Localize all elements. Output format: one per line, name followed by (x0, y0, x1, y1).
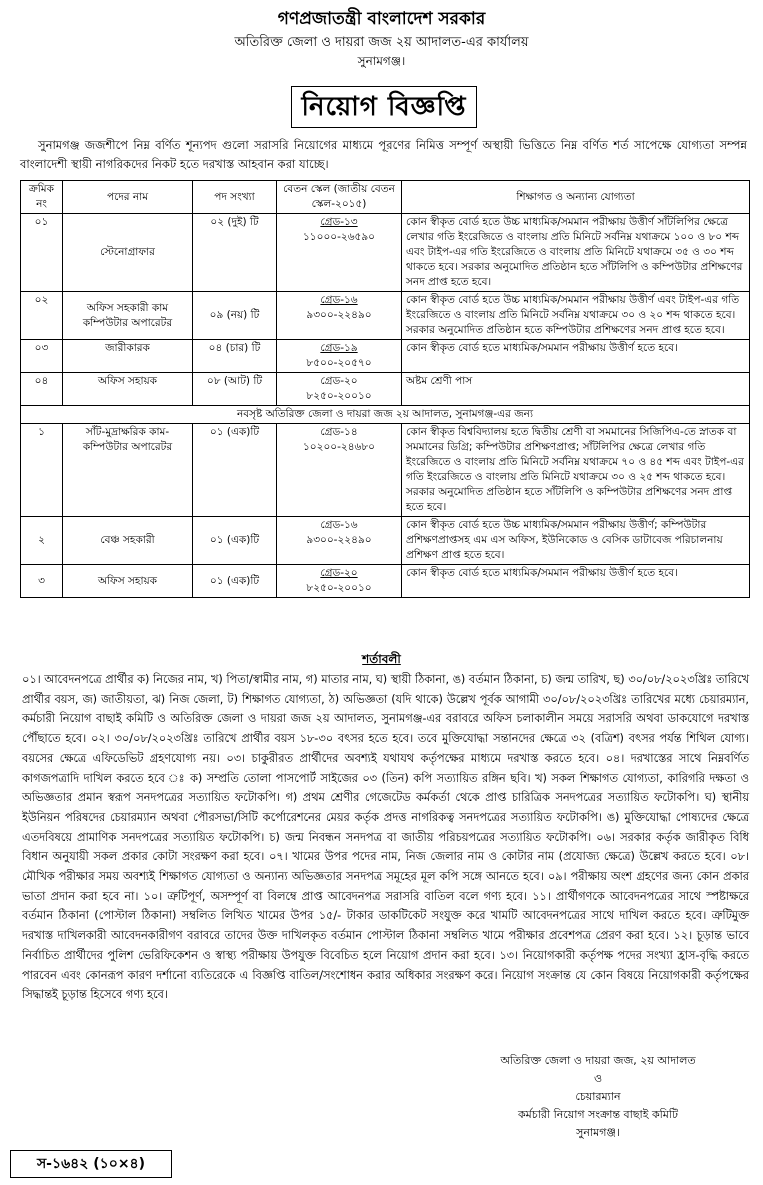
row-pay: ৮২৫০-২০০১০ (306, 390, 372, 402)
place-name: সুনামগঞ্জ। (357, 54, 406, 68)
terms-title: শর্তাবলী (362, 652, 401, 666)
section-title: নবসৃষ্ট অতিরিক্ত জেলা ও দায়রা জজ ২য় আদালত, সুনামগঞ্জ-এর জন্য (21, 406, 750, 424)
table-row (21, 292, 750, 340)
row-post: বেঞ্চ সহকারী (63, 517, 193, 565)
row-grade: গ্রেড-১৯ (320, 342, 358, 354)
row-count: ০১ (এক)টি (193, 424, 277, 517)
signature-line: চেয়ারম্যান (575, 1090, 621, 1103)
header-count: পদ সংখ্যা (193, 181, 277, 214)
row-serial: ২ (21, 517, 63, 565)
row-qualification: অষ্টম শ্রেণী পাস (402, 373, 750, 406)
row-post: জারীকারক (63, 340, 193, 373)
office-title: অতিরিক্ত জেলা ও দায়রা জজ ২য় আদালত-এর কার্যালয় (234, 35, 529, 50)
signature-line: ও (593, 1072, 603, 1085)
row-qualification: কোন স্বীকৃত বিশ্ববিদ্যালয় হতে দ্বিতীয় শ্রেণী বা সমমানের সিজিপিএ-তে স্নাতক বা সমমানের ডিগ্রি; কম্পিউটার প্রশিক্ষণপ্রাপ্ত; সাঁটলিপির ক্ষেত্রে লেখার গতি ইংরেজিতে ও বাংলায় প্রতি মিনিটে সর্বনিম্ন যথাক্রমে ৭০ ও ৪৫ শব্দ এবং টাইপ-এর গতি ইংরেজিতে ও বাংলায় প্রতি মিনিটে যথাক্রমে ৩০ ও ২৫ শব্দ থাকতে হবে। সরকার অনুমোদিত প্রতিষ্ঠান হতে সাঁটলিপি ও কম্পিউটার প্রশিক্ষণের সনদ প্রাপ্ত হতে হবে। (402, 424, 750, 517)
table-row (21, 373, 750, 406)
section-row (21, 406, 750, 424)
signature-block (448, 1052, 748, 1142)
row-serial: ১ (21, 424, 63, 517)
header-scale: বেতন স্কেল (জাতীয় বেতন স্কেল-২০১৫) (277, 181, 402, 214)
row-grade: গ্রেড-২০ (320, 375, 358, 387)
row-pay: ১১০০০-২৬৫৯০ (302, 231, 375, 243)
table-header-row (21, 181, 750, 214)
row-scale (277, 517, 402, 565)
row-scale (277, 340, 402, 373)
row-post: অফিস সহায়ক (63, 373, 193, 406)
row-pay: ১০২০০-২৪৬৮০ (302, 441, 376, 453)
row-pay: ৮৫০০-২০৫৭০ (306, 357, 372, 369)
row-serial: ০৪ (21, 373, 63, 406)
row-pay: ৮২৫০-২০০১০ (306, 582, 372, 594)
row-scale (277, 292, 402, 340)
vacancy-table (20, 180, 750, 598)
row-grade: গ্রেড-১৩ (320, 216, 358, 228)
signature-line: সুনামগঞ্জ। (576, 1126, 620, 1139)
row-scale (277, 424, 402, 517)
table-row (21, 424, 750, 517)
row-qualification: কোন স্বীকৃত বোর্ড হতে উচ্চ মাধ্যমিক/সমমান পরীক্ষায় উত্তীর্ণ; কম্পিউটার প্রশিক্ষণপ্রাপ্তসহ এম এস অফিস, ইউনিকোড ও বেসিক ডাটাবেজ পরিচালনায় প্রশিক্ষণ প্রাপ্ত হতে হবে। (402, 517, 750, 565)
row-qualification: কোন স্বীকৃত বোর্ড হতে উচ্চ মাধ্যমিক/সমমান পরীক্ষায় উত্তীর্ণ সাঁটলিপির ক্ষেত্রে লেখার গতি ইংরেজিতে ও বাংলায় প্রতি মিনিটে সর্বনিম্ন যথাক্রমে ১০০ ও ৮০ শব্দ এবং টাইপ-এর গতি ইংরেজিতে ও বাংলায় প্রতি মিনিটে যথাক্রমে ৩৫ ও ৩০ শব্দ থাকতে হবে। সরকার অনুমোদিত প্রতিষ্ঠান হতে সাঁটলিপি ও কম্পিউটার প্রশিক্ষণের সনদ প্রাপ্ত হতে হবে। (402, 214, 750, 292)
header-serial: ক্রমিক নং (21, 181, 63, 214)
header-qualification: শিক্ষাগত ও অন্যান্য যোগ্যতা (402, 181, 750, 214)
row-qualification: কোন স্বীকৃত বোর্ড হতে উচ্চ মাধ্যমিক/সমমান পরীক্ষায় উত্তীর্ণ এবং টাইপ-এর গতি ইংরেজিতে ও বাংলায় প্রতি মিনিটে সর্বনিম্ন যথাক্রমে ৩০ ও ২০ শব্দ থাকতে হবে। সরকার অনুমোদিত প্রতিষ্ঠান হতে কম্পিউটার প্রশিক্ষণের সনদ প্রাপ্ত হতে হবে। (402, 292, 750, 340)
row-count: ০২ (দুই) টি (193, 214, 277, 292)
row-scale (277, 565, 402, 598)
row-serial: ০২ (21, 292, 63, 340)
row-pay: ৯৩০০-২২৪৯০ (306, 309, 372, 321)
table-row (21, 565, 750, 598)
notice-title: নিয়োগ বিজ্ঞপ্তি (291, 86, 477, 128)
row-count: ০৪ (চার) টি (193, 340, 277, 373)
row-pay: ৯৩০০-২২৪৯০ (306, 534, 372, 546)
row-count: ০৮ (আট) টি (193, 373, 277, 406)
row-qualification: কোন স্বীকৃত বোর্ড হতে মাধ্যমিক/সমমান পরীক্ষায় উত্তীর্ণ হতে হবে। (402, 565, 750, 598)
table-row (21, 517, 750, 565)
row-serial: ৩ (21, 565, 63, 598)
reference-number: স-১৬৪২ (১০×৪) (10, 1150, 172, 1178)
intro-paragraph: সুনামগঞ্জ জজশীপে নিম্ন বর্ণিত শূন্যপদ গুলো সরাসরি নিয়োগের মাধ্যমে পূরণের নিমিত্ত সম্পূর্ণ অস্থায়ী ভিত্তিতে নিম্ন বর্ণিত শর্ত সাপেক্ষে যোগ্যতা সম্পন্ন বাংলাদেশী স্থায়ী নাগরিকদের নিকট হতে দরখাস্ত আহবান করা যাচ্ছে। (20, 138, 747, 171)
row-grade: গ্রেড-১৬ (320, 519, 358, 531)
row-serial: ০১ (21, 214, 63, 292)
signature-line: অতিরিক্ত জেলা ও দায়রা জজ, ২য় আদালত (500, 1054, 696, 1067)
row-grade: গ্রেড-১৬ (320, 294, 358, 306)
row-grade: গ্রেড-২০ (320, 567, 358, 579)
row-count: ০৯ (নয়) টি (193, 292, 277, 340)
row-grade: গ্রেড-১৪ (320, 426, 358, 438)
table-row (21, 340, 750, 373)
row-post: স্টেনোগ্রাফার (63, 214, 193, 292)
terms-paragraph: ০১। আবেদনপত্রে প্রার্থীর ক) নিজের নাম, খ) পিতা/স্বামীর নাম, গ) মাতার নাম, ঘ) স্থায়ী ঠিকানা, ঙ) বর্তমান ঠিকানা, চ) জন্ম তারিখ, ছ) ৩০/০৮/২০২৩খ্রিঃ তারিখে প্রার্থীর বয়স, জ) জাতীয়তা, ঝ) নিজ জেলা, ট) শিক্ষাগত যোগ্যতা, ঠ) অভিজ্ঞতা (যদি থাকে) উল্লেখ পূর্বক আগামী ৩০/০৮/২০২৩খ্রিঃ তারিখের মধ্যে চেয়ারম্যান, কর্মচারী নিয়োগ বাছাই কমিটি ও অতিরিক্ত জেলা ও দায়রা জজ ২য় আদালত, সুনামগঞ্জ-এর বরাবরে অফিস চলাকালীন সময়ে সরাসরি অথবা ডাকযোগে দরখাস্ত পৌঁছাতে হবে। ০২। ৩০/০৮/২০২৩খ্রিঃ তারিখে প্রার্থীর বয়স ১৮-৩০ বৎসর হতে হবে। তবে মুক্তিযোদ্ধা সন্তানদের ক্ষেত্রে ৩২ (বত্রিশ) বৎসর পর্যন্ত শিথিল যোগ্য। বয়সের ক্ষেত্রে এফিডেভিট গ্রহণযোগ্য নয়। ০৩। চাকুরীরত প্রার্থীদের অবশ্যই যথাযথ কর্তৃপক্ষের মাধ্যমে দরখাস্ত করতে হবে। ০৪। দরখাস্তের সাথে নিম্নবর্ণিত কাগজপত্রাদি দাখিল করতে হবে ঃ ক) সম্প্রতি তোলা পাসপোর্ট সাইজের ০৩ (তিন) কপি সত্যায়িত রঙ্গিন ছবি। খ) সকল শিক্ষাগত যোগ্যতা, কারিগরি দক্ষতা ও অভিজ্ঞতার প্রমান স্বরূপ সনদপত্রের সত্যায়িত ফটোকপি। গ) প্রথম শ্রেণীর গেজেটেড কর্মকর্তা থেকে প্রাপ্ত চারিত্রিক সনদপত্রের সত্যায়িত ফটোকপি। ঘ) স্থানীয় ইউনিয়ন পরিষদের চেয়ারম্যান অথবা পৌরসভা/সিটি কর্পোরেশনের মেয়র কর্তৃক প্রদত্ত নাগরিকত্ব সনদপত্রের সত্যায়িত ফটোকপি। ঙ) মুক্তিযোদ্ধা পোষ্যদের ক্ষেত্রে এতদবিষয়ে প্রামাণিক সনদপত্রের সত্যায়িত ফটোকপি। চ) জন্ম নিবন্ধন সনদপত্র বা জাতীয় পরিচয়পত্রের সত্যায়িত ফটোকপি। ০৬। সরকার কর্তৃক জারীকৃত বিধি বিধান অনুযায়ী সকল প্রকার কোটা সংরক্ষণ করা হবে। ০৭। খামের উপর পদের নাম, নিজ জেলার নাম ও কোটার নাম (প্রযোজ্য ক্ষেত্রে) উল্লেখ করতে হবে। ০৮। মৌখিক পরীক্ষার সময় অবশ্যই শিক্ষাগত যোগ্যতা ও অন্যান্য অভিজ্ঞতার সনদপত্র সমূহের মূল কপি সঙ্গে আনতে হবে। ০৯। পরীক্ষায় অংশ গ্রহণের জন্য কোন প্রকার ভাতা প্রদান করা হবে না। ১০। ত্রুটিপূর্ণ, অসম্পূর্ণ বা বিলম্বে প্রাপ্ত আবেদনপত্র সরাসরি বাতিল বলে গণ্য হবে। ১১। প্রার্থীগণকে আবেদনপত্রের সাথে স্পষ্টাক্ষরে বর্তমান ঠিকানা (পোস্টাল ঠিকানা) সম্বলিত লিখিত খামের উপর ১৫/- টাকার ডাকটিকেট সংযুক্ত করে খামটি আবেদনপত্রের সাথে দাখিল করতে হবে। ত্রুটিমুক্ত দরখাস্ত দাখিলকারী আবেদনকারীগণ বরাবরে তাদের উক্ত দাখিলকৃত বর্তমান পোস্টাল ঠিকানা সম্বলিত খামে পরীক্ষার প্রবেশপত্র প্রেরণ করা হবে। ১২। চূড়ান্ত ভাবে নির্বাচিত প্রার্থীদের পুলিশ ভেরিফিকেশন ও স্বাস্থ্য পরীক্ষায় উপযুক্ত বিবেচিত হলে নিয়োগ প্রদান করা হবে। ১৩। নিয়োগকারী কর্তৃপক্ষ পদের সংখ্যা হ্রাস-বৃদ্ধি করতে পারবেন এবং কোনরূপ কারণ দর্শানো ব্যতিরেকে এ বিজ্ঞপ্তি বাতিল/সংশোধন করার অধিকার সংরক্ষণ করে। নিয়োগ সংক্রান্ত যে কোন বিষয়ে নিয়োগকারী কর্তৃপক্ষের সিদ্ধান্তই চূড়ান্ত হিসেবে গণ্য হবে। (22, 673, 749, 1002)
row-scale (277, 373, 402, 406)
row-post: সাঁট-মুদ্রাক্ষরিক কাম-কম্পিউটার অপারেটর (63, 424, 193, 517)
signature-line: কর্মচারী নিয়োগ সংক্রান্ত বাছাই কমিটি (517, 1108, 679, 1121)
government-title: গণপ্রজাতন্ত্রী বাংলাদেশ সরকার (277, 9, 486, 29)
table-row (21, 214, 750, 292)
row-scale (277, 214, 402, 292)
header-post: পদের নাম (63, 181, 193, 214)
row-post: অফিস সহকারী কাম কম্পিউটার অপারেটর (63, 292, 193, 340)
row-qualification: কোন স্বীকৃত বোর্ড হতে মাধ্যমিক/সমমান পরীক্ষায় উত্তীর্ণ হতে হবে। (402, 340, 750, 373)
row-serial: ০৩ (21, 340, 63, 373)
row-post: অফিস সহায়ক (63, 565, 193, 598)
row-count: ০১ (এক)টি (193, 517, 277, 565)
row-count: ০১ (এক)টি (193, 565, 277, 598)
